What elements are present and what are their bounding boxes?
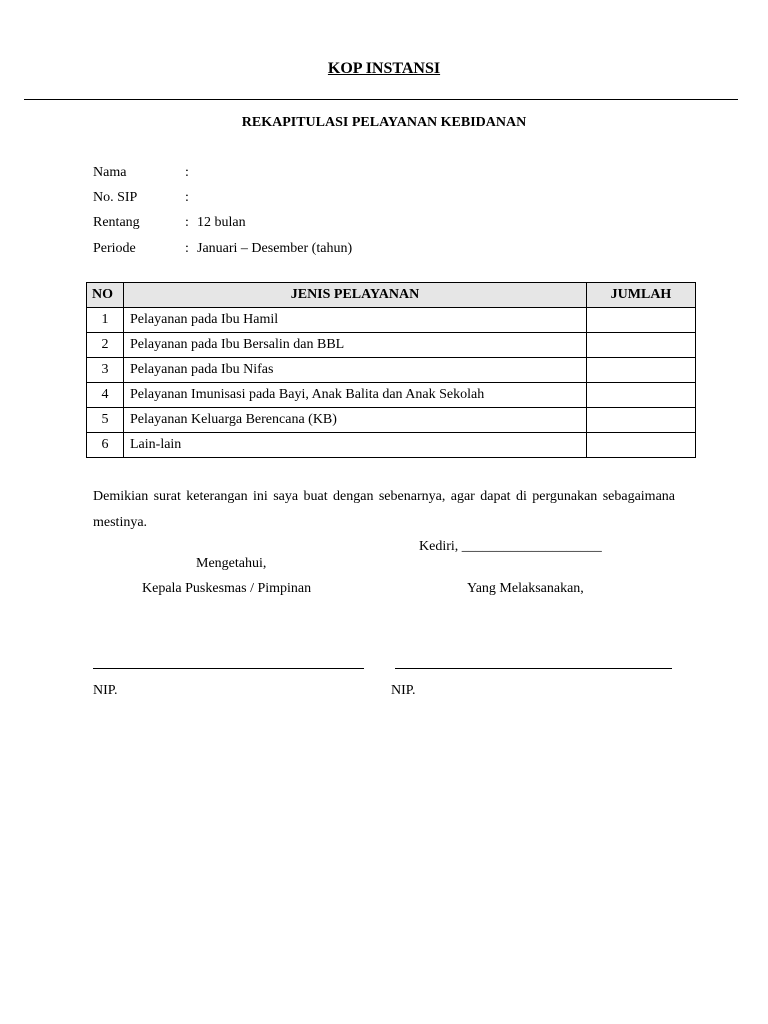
field-label: Periode bbox=[93, 241, 136, 256]
field-colon: : bbox=[185, 190, 189, 205]
row-service: Pelayanan pada Ibu Nifas bbox=[124, 358, 587, 383]
row-service: Pelayanan pada Ibu Hamil bbox=[124, 308, 587, 333]
field-colon: : bbox=[185, 215, 189, 230]
mengetahui-label: Mengetahui, bbox=[196, 556, 267, 571]
row-jumlah bbox=[587, 433, 696, 458]
field-colon: : bbox=[185, 165, 189, 180]
place-date: Kediri, ____________________ bbox=[419, 539, 602, 554]
field-value: Januari – Desember (tahun) bbox=[197, 241, 353, 256]
row-service: Lain-lain bbox=[124, 433, 587, 458]
field-label: Rentang bbox=[93, 215, 140, 230]
column-header-no: NO bbox=[87, 283, 124, 308]
row-number: 3 bbox=[87, 358, 124, 383]
row-jumlah bbox=[587, 383, 696, 408]
table-row bbox=[87, 308, 696, 333]
table-header-row bbox=[87, 283, 696, 308]
header-divider bbox=[24, 99, 738, 100]
table-row bbox=[87, 383, 696, 408]
field-label: Nama bbox=[93, 165, 127, 180]
row-jumlah bbox=[587, 408, 696, 433]
table-row bbox=[87, 433, 696, 458]
left-nip-label: NIP. bbox=[93, 683, 118, 698]
field-label: No. SIP bbox=[93, 190, 138, 205]
row-service: Pelayanan Imunisasi pada Bayi, Anak Balita dan Anak Sekolah bbox=[124, 383, 587, 408]
kop-instansi: KOP INSTANSI bbox=[327, 60, 441, 77]
row-service: Pelayanan pada Ibu Bersalin dan BBL bbox=[124, 333, 587, 358]
row-jumlah bbox=[587, 308, 696, 333]
row-number: 4 bbox=[87, 383, 124, 408]
row-number: 6 bbox=[87, 433, 124, 458]
column-header-jenis: JENIS PELAYANAN bbox=[124, 283, 587, 308]
table-row bbox=[87, 358, 696, 383]
left-signer-title: Kepala Puskesmas / Pimpinan bbox=[142, 581, 312, 596]
row-number: 5 bbox=[87, 408, 124, 433]
table-row bbox=[87, 408, 696, 433]
right-signature-line bbox=[395, 668, 672, 669]
row-number: 1 bbox=[87, 308, 124, 333]
row-number: 2 bbox=[87, 333, 124, 358]
column-header-jumlah: JUMLAH bbox=[587, 283, 696, 308]
row-service: Pelayanan Keluarga Berencana (KB) bbox=[124, 408, 587, 433]
row-jumlah bbox=[587, 333, 696, 358]
field-value: 12 bulan bbox=[197, 215, 246, 230]
service-table bbox=[86, 282, 696, 458]
field-colon: : bbox=[185, 241, 189, 256]
right-signer-title: Yang Melaksanakan, bbox=[467, 581, 584, 596]
closing-paragraph: Demikian surat keterangan ini saya buat dengan sebenarnya, agar dapat di pergunakan sebagaimana mestinya. bbox=[93, 489, 675, 530]
row-jumlah bbox=[587, 358, 696, 383]
table-row bbox=[87, 333, 696, 358]
document-title: REKAPITULASI PELAYANAN KEBIDANAN bbox=[241, 115, 527, 130]
left-signature-line bbox=[93, 668, 364, 669]
right-nip-label: NIP. bbox=[391, 683, 416, 698]
